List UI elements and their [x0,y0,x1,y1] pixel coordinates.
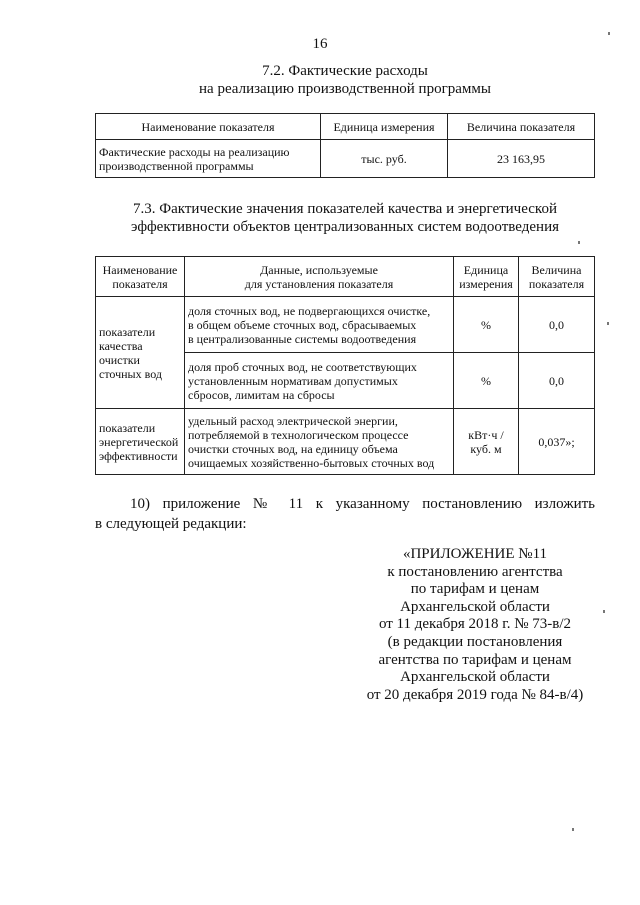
section-73-title-line1: 7.3. Фактические значения показателей качества и энергетической [133,201,557,217]
cell-line: очищаемых хозяйственно-бытовых сточных вод [188,455,435,470]
table-header-row [96,114,595,140]
cell-line: измерения [459,276,513,291]
scan-speck [608,32,610,35]
appendix-line: Архангельской области [400,669,550,686]
cell-line: потребляемой в технологическом процессе [188,427,409,442]
table-row [96,297,595,353]
appendix-line: к постановлению агентства [387,563,563,580]
cell-line: эффективности [99,448,178,463]
cell-line: показателя [528,276,585,291]
cell-line: Наименование [102,262,178,277]
cell-line: показатели [99,420,156,435]
header-cell [454,257,519,297]
unit-cell [454,409,519,475]
scan-speck [578,241,580,244]
quality-efficiency-table [95,256,595,475]
cell-line: куб. м [470,441,502,456]
section-72-title-line2: на реализацию производственной программы [199,81,491,97]
appendix-line: (в редакции постановления [387,633,563,650]
cell-line: показатели [99,324,156,339]
section-73-title-line2: эффективности объектов централизованных систем водоотведения [130,219,559,235]
cell-line: сбросов, лимитам на сбросы [188,387,335,402]
header-cell: Величина показателя [448,114,595,140]
value-cell: 0,0 [519,297,595,353]
value-cell: 0,037»; [519,409,595,475]
scan-speck [607,322,609,325]
cell-line: Фактические расходы на реализацию [99,144,290,159]
cell-line: доля сточных вод, не подвергающихся очистке, [188,303,431,318]
unit-cell: % [454,353,519,409]
data-cell [185,297,454,353]
table-header-row [96,257,595,297]
header-cell: Единица измерения [321,114,448,140]
cell-line: в общем объеме сточных вод, сбрасываемых [188,317,417,332]
scan-speck [572,828,574,831]
cell-line: очистки [99,352,140,367]
header-cell [96,257,185,297]
appendix-line: от 20 декабря 2019 года № 84-в/4) [366,686,584,703]
page-number: 16 [312,36,328,52]
indicator-name-cell [96,140,321,178]
header-cell [519,257,595,297]
cell-line: энергетической [99,434,179,449]
appendix-line: по тарифам и ценам [410,581,540,598]
value-cell: 23 163,95 [448,140,595,178]
cell-line: для установления показателя [244,276,394,291]
appendix-line: от 11 декабря 2018 г. № 73-в/2 [378,616,572,633]
cell-line: Единица [463,262,509,277]
paragraph-line: в следующей редакции: [95,516,247,532]
scan-speck [603,610,605,613]
cell-line: очистки сточных вод, на единицу объема [188,441,398,456]
expenses-table [95,113,595,178]
unit-cell: % [454,297,519,353]
section-72-title [95,62,595,98]
group-label-cell [96,409,185,475]
appendix-line: «ПРИЛОЖЕНИЕ №11 [402,546,548,562]
cell-line: кВт·ч / [468,427,504,442]
cell-line: Величина [531,262,582,277]
cell-line: установленным нормативам допустимых [188,373,398,388]
section-72-title-line1: 7.2. Фактические расходы [262,63,428,79]
cell-line: Данные, используемые [260,262,378,277]
cell-line: сточных вод [99,366,162,381]
section-73-title [95,200,595,236]
cell-line: производственной программы [99,158,254,173]
appendix-line: Архангельской области [400,598,550,615]
table-row [96,409,595,475]
header-cell: Наименование показателя [96,114,321,140]
appendix-line: агентства по тарифам и ценам [378,651,572,668]
header-cell [185,257,454,297]
table-row [96,140,595,178]
group-label-cell [96,297,185,409]
unit-cell: тыс. руб. [321,140,448,178]
data-cell [185,409,454,475]
paragraph-line: 10) приложение № 11 к указанному постановлению изложить [130,496,595,512]
cell-line: показателя [112,276,168,291]
data-cell [185,353,454,409]
cell-line: доля проб сточных вод, не соответствующих [188,359,417,374]
amendment-paragraph [95,494,595,534]
value-cell: 0,0 [519,353,595,409]
cell-line: удельный расход электрической энергии, [188,413,398,428]
appendix-header [330,546,620,704]
cell-line: качества [99,338,143,353]
cell-line: в централизованные системы водоотведения [188,331,417,346]
